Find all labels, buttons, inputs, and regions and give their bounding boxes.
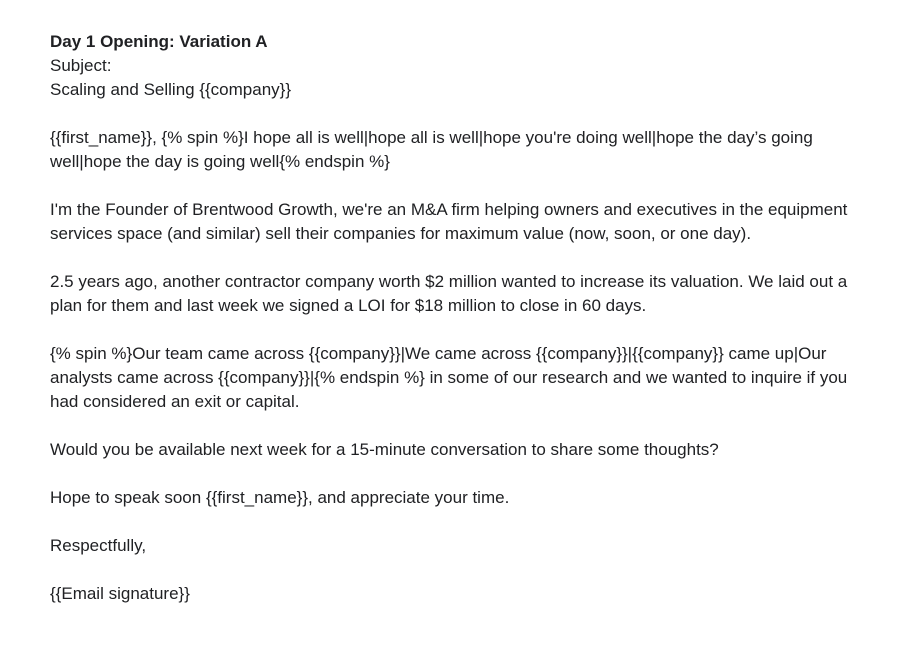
sign-off: Respectfully, [50,536,147,555]
subject-value: Scaling and Selling {{company}} [50,80,292,99]
email-template-document [50,30,853,606]
intro-paragraph: I'm the Founder of Brentwood Growth, we're an M&A firm helping owners and executives in the equipment services space (and similar) sell their companies for maximum value (now, soon, or one day). [50,200,853,243]
case-study-paragraph: 2.5 years ago, another contractor company worth $2 million wanted to increase its valuation. We laid out a plan for them and last week we signed a LOI for $18 million to close in 60 days. [50,272,852,315]
closing-paragraph: Hope to speak soon {{first_name}}, and appreciate your time. [50,488,510,507]
greeting-paragraph: {{first_name}}, {% spin %}I hope all is well|hope all is well|hope you're doing well|hope the day’s going well|hope the day is going well{% endspin %} [50,128,818,171]
subject-label: Subject: [50,56,112,75]
template-title: Day 1 Opening: Variation A [50,32,268,51]
call-to-action-paragraph: Would you be available next week for a 15-minute conversation to share some thoughts? [50,440,719,459]
research-paragraph: {% spin %}Our team came across {{company}}|We came across {{company}}|{{company}} came up|Our analysts came across {{company}}|{% endspin %} in some of our research and we wanted to inquire if you had considered an exit or capital. [50,344,852,411]
email-signature-placeholder: {{Email signature}} [50,584,190,603]
